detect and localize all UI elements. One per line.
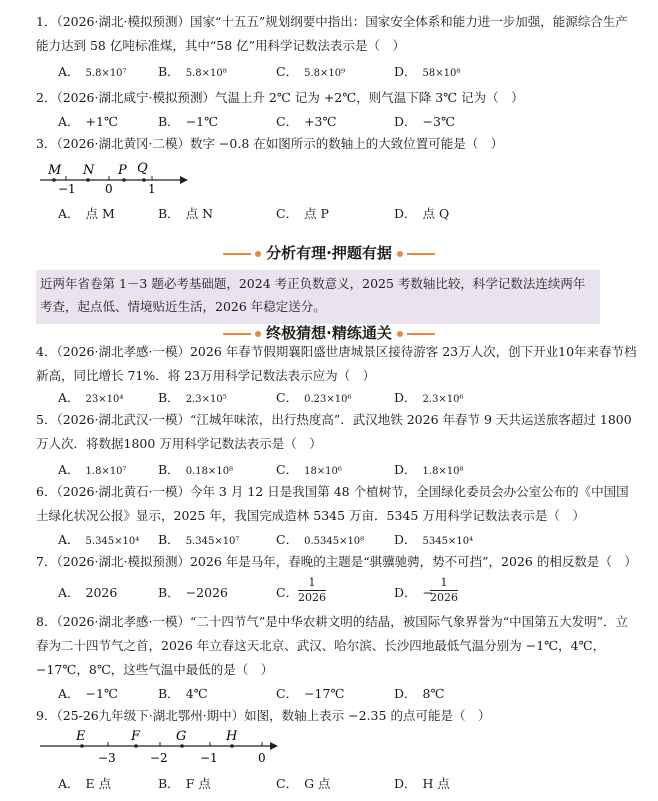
option-c[interactable]: C． 5.8×10⁹ xyxy=(276,64,346,79)
fraction-c: 1 2026 xyxy=(298,576,326,604)
question-stem: 9．（25-26九年级下·湖北鄂州·期中）如图，数轴上表示 −2.35 的点可能是（ ） xyxy=(36,708,491,723)
number-line-points xyxy=(47,161,148,182)
bullet-icon xyxy=(255,251,261,257)
option-b[interactable]: B． 5.345×10⁷ xyxy=(158,532,240,547)
option-c[interactable]: C． 0.23×10⁶ xyxy=(276,390,352,405)
tick-label: −1 xyxy=(58,182,76,196)
tick-label: −1 xyxy=(200,751,218,765)
options-8 xyxy=(58,684,638,704)
option-b[interactable]: B． F 点 xyxy=(158,776,211,791)
option-b[interactable]: B． 4℃ xyxy=(158,686,208,701)
option-a[interactable]: A． +1℃ xyxy=(58,114,118,129)
option-d[interactable]: D． 8℃ xyxy=(394,686,445,701)
number-line-ticks xyxy=(58,176,156,196)
number-line-points xyxy=(75,730,238,748)
tick-label: −3 xyxy=(98,751,116,765)
option-c[interactable]: C． −17℃ xyxy=(276,686,345,701)
number-line-figure-q3 xyxy=(36,160,196,196)
analysis-box xyxy=(36,270,600,324)
question-stem: 3．（2026·湖北黄冈·二模）数字 −0.8 在如图所示的数轴上的大致位置可能是（ ） xyxy=(36,136,504,151)
option-a[interactable]: A． 点 M xyxy=(58,206,115,221)
point-q-label: Q xyxy=(137,161,148,176)
options-4 xyxy=(58,388,638,408)
question-7 xyxy=(36,550,640,574)
question-3 xyxy=(36,132,640,156)
question-1 xyxy=(36,10,640,58)
option-b[interactable]: B． −1℃ xyxy=(158,114,219,129)
tick-label: −2 xyxy=(150,751,168,765)
option-d[interactable]: D． −3℃ xyxy=(394,114,455,129)
option-d[interactable]: D． 5345×10⁴ xyxy=(394,532,474,547)
option-c[interactable]: C． G 点 xyxy=(276,776,331,791)
tick-label: 0 xyxy=(258,751,266,765)
option-c[interactable]: C． 0.5345×10⁸ xyxy=(276,532,365,547)
option-d[interactable]: D． 点 Q xyxy=(394,206,450,221)
option-a[interactable]: A． E 点 xyxy=(58,776,112,791)
option-b[interactable]: B． 5.8×10⁸ xyxy=(158,64,227,79)
question-2 xyxy=(36,86,640,110)
option-b[interactable]: B． 2.3×10⁵ xyxy=(158,390,227,405)
option-b[interactable]: B． −2026 xyxy=(158,585,228,600)
bullet-icon xyxy=(255,331,261,337)
options-6 xyxy=(58,530,638,550)
section-title-practice: 终极猜想·精练通关 xyxy=(0,322,658,343)
options-3 xyxy=(58,204,638,224)
point-m-label: M xyxy=(48,163,62,178)
options-9 xyxy=(58,774,638,794)
question-stem: 1．（2026·湖北·模拟预测）国家“十五五”规划纲要中指出：国家安全体系和能力进一步加强，能源综合生产能力达到 58 亿吨标准煤，其中“58 亿”用科学记数法表示是（ ） xyxy=(36,14,628,53)
question-6 xyxy=(36,480,640,528)
tick-label: 0 xyxy=(105,182,113,196)
analysis-text: 近两年省卷第 1－3 题必考基础题，2024 考正负数意义，2025 考数轴比较，科学记数法连续两年考查，起点低、情境贴近生活，2026 年稳定送分。 xyxy=(40,276,586,314)
point-g-label: G xyxy=(176,730,187,744)
option-d[interactable]: D． 58×10⁸ xyxy=(394,64,461,79)
question-stem: 6．（2026·湖北黄石·一模）今年 3 月 12 日是我国第 48 个植树节，全国绿化委员会办公室公布的《中国国土绿化状况公报》显示，2025 年，我国完成造林 5345 万亩．5345 万用科学记数法表示是（ ） xyxy=(36,484,629,523)
option-a[interactable]: A． 5.8×10⁷ xyxy=(58,64,127,79)
option-d[interactable]: D． 1.8×10⁸ xyxy=(394,462,464,477)
point-n-label: N xyxy=(83,163,95,178)
tick-label: 1 xyxy=(148,182,156,196)
option-b[interactable]: B． 0.18×10⁸ xyxy=(158,462,234,477)
question-5 xyxy=(36,408,640,456)
options-1 xyxy=(58,62,638,82)
question-4 xyxy=(36,340,640,388)
option-a[interactable]: A． 23×10⁴ xyxy=(58,390,124,405)
point-f-label: F xyxy=(131,730,141,744)
option-c[interactable]: C． 18×10⁶ xyxy=(276,462,342,477)
options-7 xyxy=(58,576,638,610)
option-a[interactable]: A． 5.345×10⁴ xyxy=(58,532,140,547)
options-5 xyxy=(58,460,638,480)
bullet-icon xyxy=(397,331,403,337)
question-8 xyxy=(36,610,640,682)
option-b[interactable]: B． 点 N xyxy=(158,206,214,221)
point-h-label: H xyxy=(226,730,238,744)
question-stem: 8．（2026·湖北孝感·一模）“二十四节气”是中华农耕文明的结晶，被国际气象界誉为“中国第五大发明”．立春为二十四节气之首，2026 年立春这天北京、武汉、哈尔滨、长沙四地最低气温分别为 −1℃，4℃，−17℃，8℃，这些气温中最低的是（ ） xyxy=(36,614,629,677)
options-2 xyxy=(58,112,638,132)
question-stem: 4．（2026·湖北孝感·一模）2026 年春节假期襄阳盛世唐城景区接待游客 23万人次，创下开业10年来春节档新高，同比增长 71%．将 23万用科学记数法表示应为（ ） xyxy=(36,344,637,383)
question-stem: 5．（2026·湖北武汉·一模）“江城年味浓，出行热度高”．武汉地铁 2026 年春节 9 天共运送旅客超过 1800 万人次．将数据1800 万用科学记数法表示是（ ） xyxy=(36,412,632,451)
option-d[interactable]: D． 2.3×10⁶ xyxy=(394,390,464,405)
point-p-label: P xyxy=(118,163,127,178)
option-d[interactable]: D． H 点 xyxy=(394,776,450,791)
bullet-icon xyxy=(397,251,403,257)
question-stem: 7．（2026·湖北·模拟预测）2026 年是马年，春晚的主题是“骐骥驰骋，势不可挡”，2026 的相反数是（ ） xyxy=(36,554,637,569)
fraction-d: 1 2026 xyxy=(430,576,458,604)
point-e-label: E xyxy=(76,730,86,744)
question-9 xyxy=(36,704,640,728)
option-a[interactable]: A． 2026 xyxy=(58,585,118,600)
option-c[interactable]: C． +3℃ xyxy=(276,114,337,129)
section-title-analysis: 分析有理·押题有据 xyxy=(0,242,658,263)
option-a[interactable]: A． 1.8×10⁷ xyxy=(58,462,127,477)
option-d[interactable]: D． − xyxy=(394,585,434,600)
question-stem: 2．（2026·湖北咸宁·模拟预测）气温上升 2℃ 记为 +2℃，则气温下降 3℃ 记为（ ） xyxy=(36,90,524,105)
number-line-figure-q9 xyxy=(36,730,286,770)
option-a[interactable]: A． −1℃ xyxy=(58,686,118,701)
option-c[interactable]: C． xyxy=(276,585,299,600)
option-c[interactable]: C． 点 P xyxy=(276,206,329,221)
